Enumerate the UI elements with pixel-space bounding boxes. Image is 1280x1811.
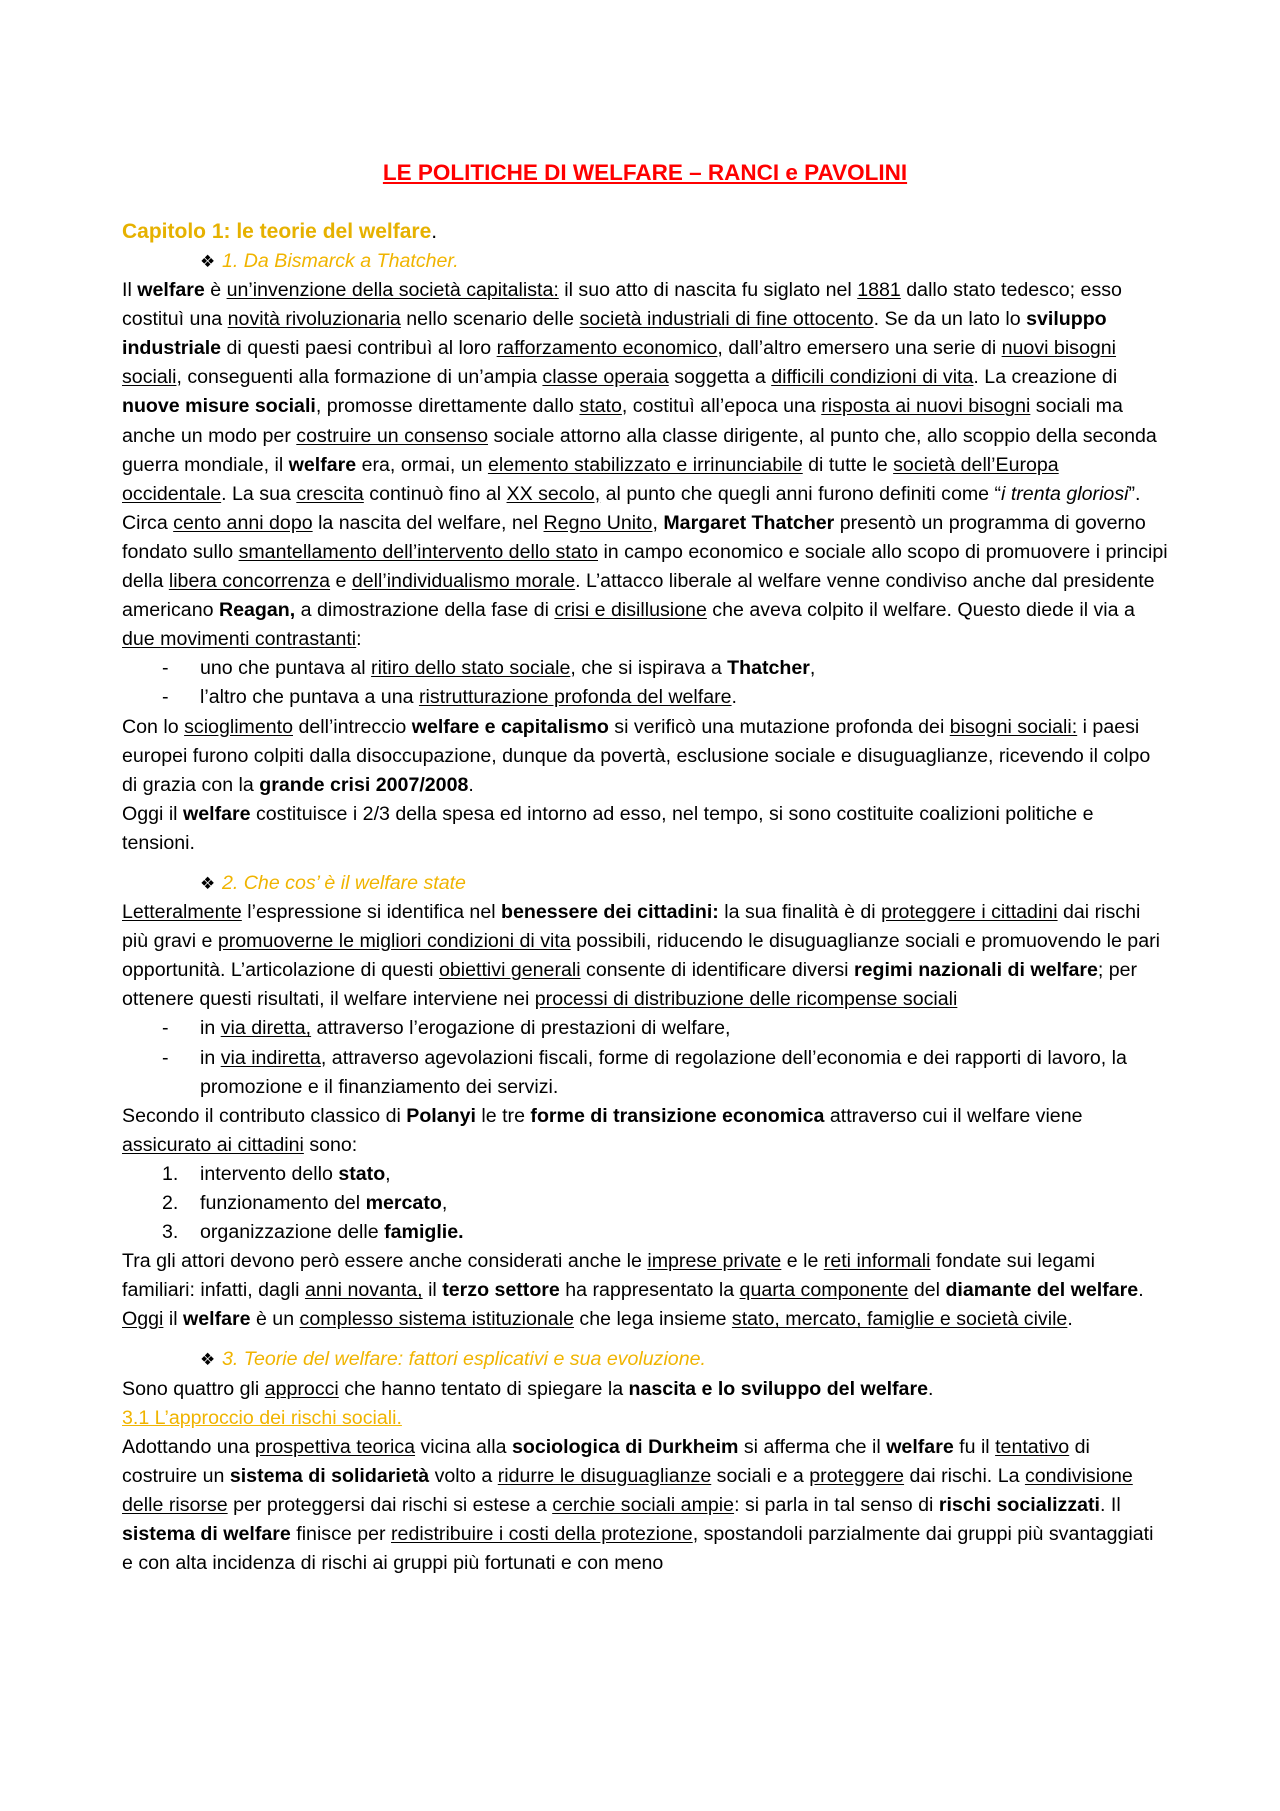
paragraph-crisis: Con lo scioglimento dell’intreccio welfare e capitalismo si verificò una mutazione profonda dei bisogni sociali: i paesi europei furono colpiti dalla disoccupazione, dunque da povertà, esclusione sociale e disuguaglianze, ricevendo il colpo di grazia con la grande crisi 2007/2008. [122,715,1151,796]
list-item: - in via indiretta, attraverso agevolazioni fiscali, forme di regolazione dell’economia e dei rapporti di lavoro, la promozione e il finanziamento dei servizi. [162,1046,1127,1098]
chapter-title: Capitolo 1: le teorie del welfare [122,220,432,243]
paragraph-actors: Tra gli attori devono però essere anche considerati anche le imprese private e le reti informali fondate sui legami familiari: infatti, dagli anni novanta, il terzo settore ha rappresentato la quarta componente del diamante del welfare. Oggi il welfare è un complesso sistema istituzionale che lega insieme stato, mercato, famiglie e società civile. [122,1250,1144,1331]
list-item: - uno che puntava al ritiro dello stato sociale, che si ispirava a Thatcher, [162,657,816,680]
list-item: - l’altro che puntava a una ristrutturazione profonda del welfare. [162,686,737,709]
intervention-list [122,1014,1168,1101]
list-item: 1. intervento dello stato, [162,1162,391,1185]
paragraph-polanyi: Secondo il contributo classico di Polanyi le tre forme di transizione economica attraverso cui il welfare viene assicurato ai cittadini sono: [122,1104,1083,1156]
section-heading-1 [122,247,1168,276]
list-item: 2. funzionamento del mercato, [162,1192,448,1214]
movements-list [122,654,1168,712]
list-item: - in via diretta, attraverso l’erogazione di prestazioni di welfare, [162,1017,731,1040]
list-item: 3. organizzazione delle famiglie. [162,1221,464,1244]
diamond-bullet-icon: ❖ [200,252,216,271]
section-title: 3. Teorie del welfare: fattori esplicativi e sua evoluzione. [222,1348,706,1371]
subsection-heading: 3.1 L’approccio dei rischi sociali. [122,1406,402,1429]
section-title: 2. Che cos’ è il welfare state [222,871,466,894]
chapter-dot: . [431,220,438,243]
forms-list [122,1160,1168,1247]
paragraph-social-risks: Adottando una prospettiva teorica vicina alla sociologica di Durkheim si afferma che il welfare fu il tentativo di costruire un sistema di solidarietà volto a ridurre le disuguaglianze sociali e a proteggere dai rischi. La condivisione delle risorse per proteggersi dai rischi si estese a cerchie sociali ampie: si parla in tal senso di rischi socializzati. Il sistema di welfare finisce per redistribuire i costi della protezione, spostandoli parzialmente dai gruppi più svantaggiati e con alta incidenza di rischi ai gruppi più fortunati e con meno [122,1435,1154,1575]
paragraph-thatcher: Circa cento anni dopo la nascita del welfare, nel Regno Unito, Margaret Thatcher presentò un programma di governo fondato sullo smantellamento dell’intervento dello stato in campo economico e sociale allo scopo di promuovere i principi della libera concorrenza e dell’individualismo morale. L’attacco liberale al welfare venne condiviso anche dal presidente americano Reagan, a dimostrazione della fase di crisi e disillusione che aveva colpito il welfare. Questo diede il via a due movimenti contrastanti: [122,511,1168,651]
diamond-bullet-icon: ❖ [200,873,216,893]
paragraph-approaches: Sono quattro gli approcci che hanno tentato di spiegare la nascita e lo sviluppo del welfare. [122,1377,934,1400]
document-title: LE POLITICHE DI WELFARE – RANCI e PAVOLINI [382,160,908,185]
chapter-heading [122,216,1168,247]
document-page [122,158,1168,1578]
diamond-bullet-icon: ❖ [200,1350,216,1370]
paragraph-definition: Letteralmente l’espressione si identifica nel benessere dei cittadini: la sua finalità è di proteggere i cittadini dai rischi più gravi e promuoverne le migliori condizioni di vita possibili, riducendo le disuguaglianze sociali e promuovendo le pari opportunità. L’articolazione di questi obiettivi generali consente di identificare diversi regimi nazionali di welfare; per ottenere questi risultati, il welfare interviene nei processi di distribuzione delle ricompense sociali [122,901,1160,1011]
section-heading-2 [122,869,1168,898]
paragraph-origins: Il welfare è un’invenzione della società capitalista: il suo atto di nascita fu siglato nel 1881 dallo stato tedesco; esso costituì una novità rivoluzionaria nello scenario delle società industriali di fine ottocento. Se da un lato lo sviluppo industriale di questi paesi contribuì al loro rafforzamento economico, dall’altro emersero una serie di nuovi bisogni sociali, conseguenti alla formazione di un’ampia classe operaia soggetta a difficili condizioni di vita. La creazione di nuove misure sociali, promosse direttamente dallo stato, costituì all’epoca una risposta ai nuovi bisogni sociali ma anche un modo per costruire un consenso sociale attorno alla classe dirigente, al punto che, allo scoppio della seconda guerra mondiale, il welfare era, ormai, un elemento stabilizzato e irrinunciabile di tutte le società dell’Europa occidentale. La sua crescita continuò fino al XX secolo, al punto che quegli anni furono definiti come “i trenta gloriosi”. [122,279,1157,505]
section-heading-3 [122,1345,1168,1374]
paragraph-today: Oggi il welfare costituisce i 2/3 della spesa ed intorno ad esso, nel tempo, si sono costituite coalizioni politiche e tensioni. [122,802,1094,854]
section-title: 1. Da Bismarck a Thatcher. [222,250,459,272]
